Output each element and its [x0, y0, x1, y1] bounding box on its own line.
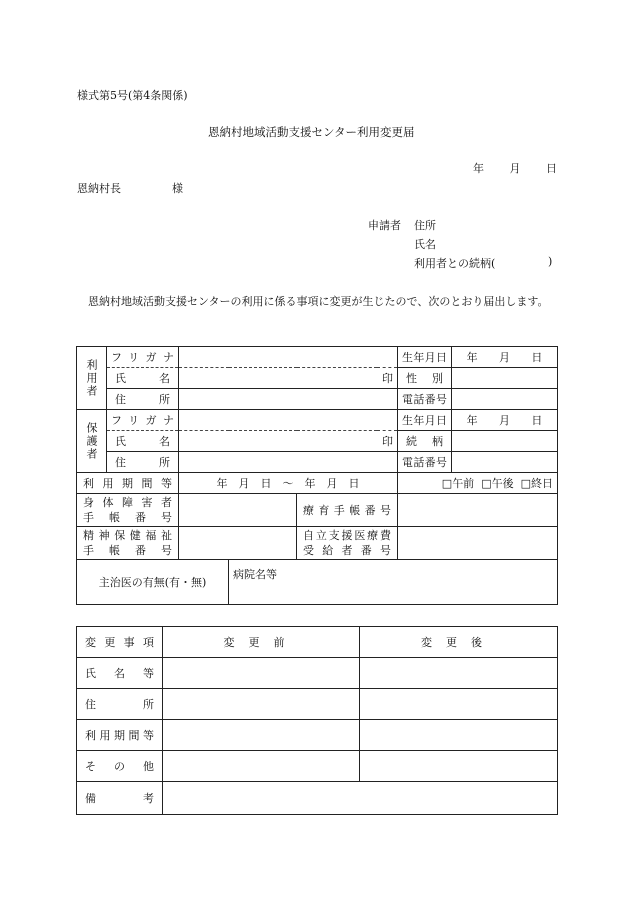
day-label: 日	[531, 351, 543, 364]
option-afternoon[interactable]: □ 午後	[481, 477, 513, 490]
user-address-label: 住所	[107, 389, 179, 410]
after-header: 変更後	[360, 627, 558, 658]
day-label: 日	[546, 162, 557, 175]
user-phone-label: 電話番号	[398, 389, 452, 410]
guardian-address-field[interactable]	[179, 452, 398, 473]
user-name-field[interactable]	[179, 368, 398, 389]
rehab-book-label: 療育手帳番号	[297, 494, 398, 527]
year-label: 年	[466, 351, 478, 364]
document-title: 恩納村地域活動支援センター利用変更届	[208, 125, 415, 139]
user-gender-field[interactable]	[452, 368, 558, 389]
rehab-book-field[interactable]	[398, 494, 558, 527]
month-label: 月	[498, 351, 510, 364]
hospital-label: 病院名等	[233, 568, 277, 581]
user-gender-label: 性別	[398, 368, 452, 389]
user-address-field[interactable]	[179, 389, 398, 410]
year-label: 年	[473, 162, 484, 175]
honorific: 様	[172, 182, 183, 195]
name-before-field[interactable]	[163, 658, 360, 689]
row-other-label: その他	[77, 751, 163, 782]
user-name-label: 氏名	[107, 368, 179, 389]
name-after-field[interactable]	[360, 658, 558, 689]
remarks-label: 備考	[77, 782, 163, 815]
user-birthdate-label: 生年月日	[398, 347, 452, 368]
change-item-header: 変更事項	[77, 627, 163, 658]
guardian-name-label: 氏名	[107, 431, 179, 452]
period-label: 利用期間等	[77, 473, 179, 494]
mental-book-field[interactable]	[179, 527, 297, 560]
intro-text: 恩納村地域活動支援センターの利用に係る事項に変更が生じたので、次のとおり届出します。	[88, 295, 549, 308]
mental-book-label: 精神保健福祉 手帳番号	[77, 527, 179, 560]
applicant-label: 申請者	[368, 219, 401, 232]
month-label: 月	[498, 414, 510, 427]
user-birthdate-field[interactable]	[452, 347, 558, 368]
disability-book-field[interactable]	[179, 494, 297, 527]
year-label: 年	[466, 414, 478, 427]
user-furigana-field[interactable]	[179, 347, 398, 368]
guardian-group-label: 保護者	[77, 410, 107, 473]
row-address-label: 住所	[77, 689, 163, 720]
guardian-relation-label: 続柄	[398, 431, 452, 452]
guardian-furigana-field[interactable]	[179, 410, 398, 431]
applicant-address-label: 住所	[414, 219, 436, 232]
user-group-label: 利用者	[77, 347, 107, 410]
other-before-field[interactable]	[163, 751, 360, 782]
user-phone-field[interactable]	[452, 389, 558, 410]
change-table	[76, 626, 558, 815]
guardian-name-field[interactable]	[179, 431, 398, 452]
user-info-table	[76, 346, 558, 605]
guardian-furigana-label: フリガナ	[107, 410, 179, 431]
option-allday[interactable]: □ 終日	[521, 477, 553, 490]
applicant-relation-close: )	[548, 255, 553, 268]
submission-date	[473, 160, 557, 176]
addressee: 恩納村長	[77, 182, 121, 195]
guardian-birthdate-field[interactable]	[452, 410, 558, 431]
address-before-field[interactable]	[163, 689, 360, 720]
option-morning[interactable]: □ 午前	[442, 477, 474, 490]
medical-cert-label: 自立支援医療費 受給者番号	[297, 527, 398, 560]
before-header: 変更前	[163, 627, 360, 658]
medical-cert-field[interactable]	[398, 527, 558, 560]
seal-mark: 印	[382, 435, 393, 448]
period-before-field[interactable]	[163, 720, 360, 751]
period-options	[398, 473, 558, 494]
seal-mark: 印	[382, 372, 393, 385]
guardian-birthdate-label: 生年月日	[398, 410, 452, 431]
period-value: 年 月 日 〜 年 月 日	[216, 477, 360, 490]
user-furigana-label: フリガナ	[107, 347, 179, 368]
guardian-relation-field[interactable]	[452, 431, 558, 452]
other-after-field[interactable]	[360, 751, 558, 782]
form-number: 様式第5号(第4条関係)	[77, 89, 188, 102]
hospital-field[interactable]	[229, 560, 558, 605]
applicant-relation-label: 利用者との続柄(	[414, 257, 496, 270]
month-label: 月	[509, 162, 521, 175]
row-name-label: 氏名等	[77, 658, 163, 689]
day-label: 日	[531, 414, 543, 427]
applicant-name-label: 氏名	[414, 238, 436, 251]
period-after-field[interactable]	[360, 720, 558, 751]
guardian-address-label: 住所	[107, 452, 179, 473]
guardian-phone-field[interactable]	[452, 452, 558, 473]
doctor-label: 主治医の有無(有・無)	[77, 560, 229, 605]
row-period-label: 利用期間等	[77, 720, 163, 751]
address-after-field[interactable]	[360, 689, 558, 720]
remarks-field[interactable]	[163, 782, 558, 815]
disability-book-label: 身体障害者 手帳番号	[77, 494, 179, 527]
guardian-phone-label: 電話番号	[398, 452, 452, 473]
period-field[interactable]	[179, 473, 398, 494]
